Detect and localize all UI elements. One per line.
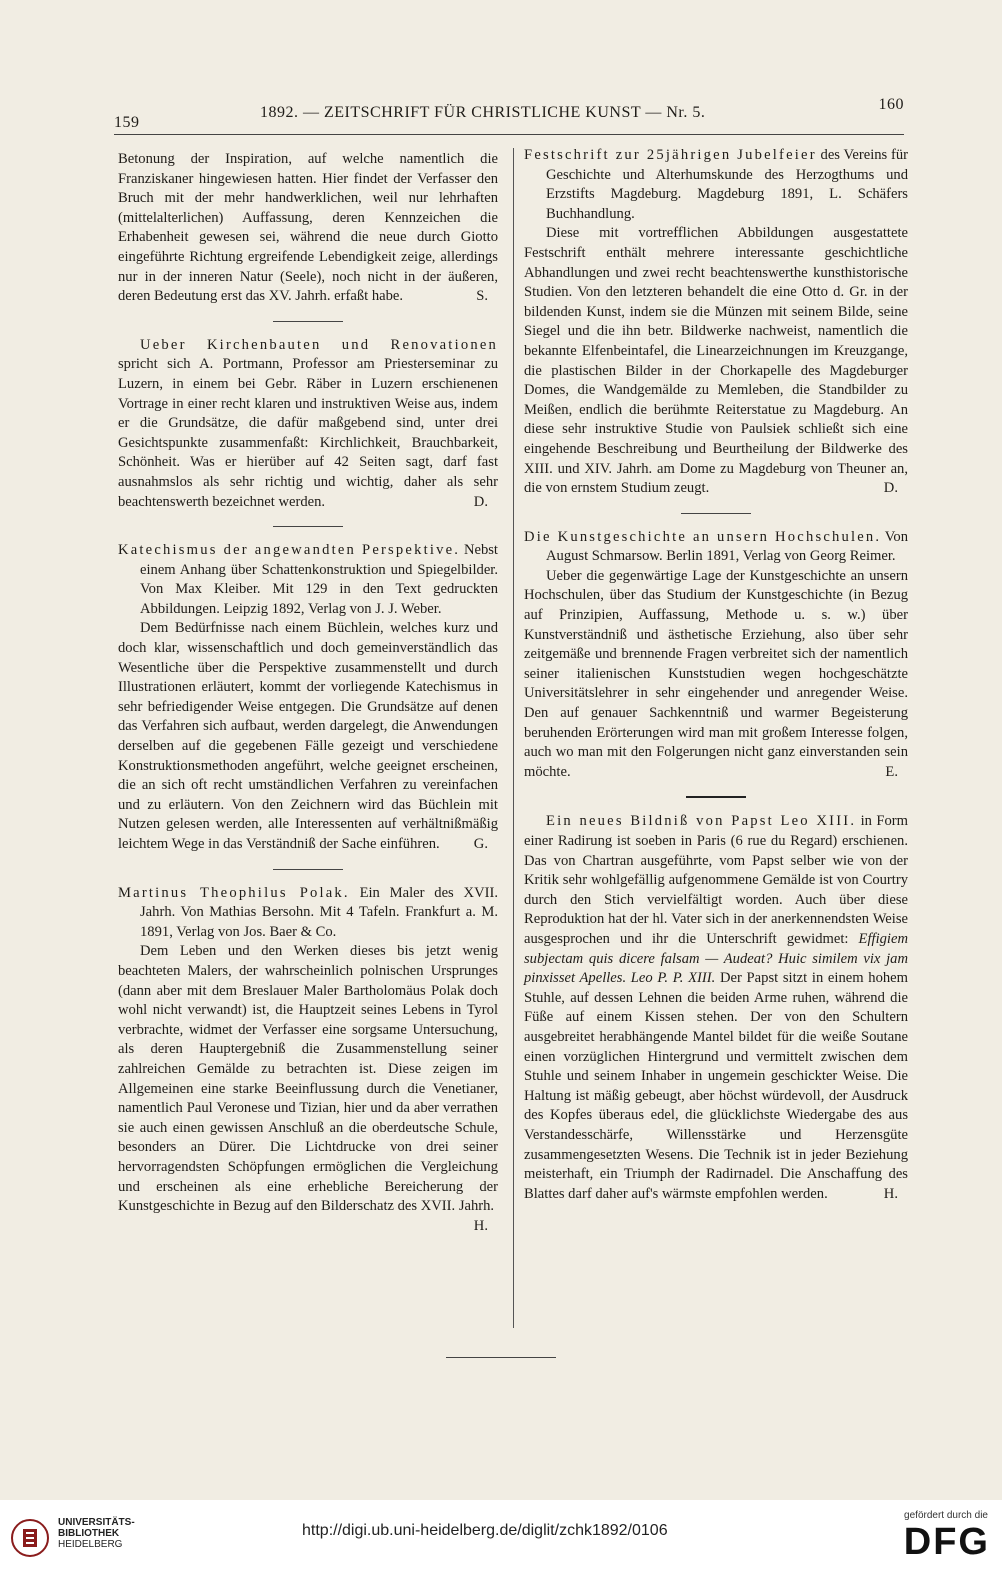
section-separator [273, 321, 343, 322]
article-signature: S. [476, 288, 488, 305]
article-title: Katechismus der angewandten Perspektive. [118, 542, 461, 559]
latin-inscription: Effigiem subjectam quis dicere falsam — Audeat? Huic similem vix jam pinxisset Apelles. Leo P. P. XIII. [524, 930, 908, 987]
article-subtitle: Ein Maler des XVII. Jahrh. Von Mathias Bersohn. Mit 4 Tafeln. Frankfurt a. M. 1891, Verlag von Jos. Baer & Co. [140, 884, 498, 940]
page-number-right: 160 [878, 96, 904, 113]
permalink-url[interactable]: http://digi.ub.uni-heidelberg.de/diglit/zchk1892/0106 [302, 1522, 668, 1539]
article-subtitle: Von August Schmarsow. Berlin 1891, Verlag von Georg Reimer. [546, 528, 908, 565]
article-katechismus [118, 541, 498, 855]
journal-title: 1892. — ZEITSCHRIFT FÜR CHRISTLICHE KUNST — Nr. 5. [260, 104, 706, 121]
article-title: Ueber Kirchenbauten und Renovationen [140, 336, 498, 353]
article-subtitle: des Vereins für Geschichte und Alterhumskunde des Herzogthums und Erzstifts Magdeburg. Magdeburg 1891, L. Schäfers Buchhandlung. [546, 147, 908, 222]
article-title: Ein neues Bildniß von Papst Leo XIII. [546, 813, 857, 830]
article-kunstgeschichte [524, 528, 908, 783]
article-bildniss-leo [524, 812, 908, 1204]
article-body: Diese mit vortrefflichen Abbildungen ausgestattete Festschrift enthält mehrere interessante geschichtliche Abhandlungen und zwei recht beachtenswerthe kunsthistorische Studien. Von den letzteren behandelt die eine Otto d. Gr. in der bildenden Kunst, indem sie die Münzen mit seinem Bilde, seine Siegel und die ihn betr. Bildwerke nachweist, namentlich die bekannte Elfenbeintafel, die Linearzeichnungen im Kreuzgange, die plastischen Bilder in der Chorkapelle des Magdeburger Domes, die Wandgemälde zu Memleben, die Standbilder zu Meißen, endlich die berühmte Reiterstatue zu Magdeburg. An diese sehr instruktive Studie von Paulsiek schließt sich eine eingehende Beschreibung und Beurtheilung der Bildwerke des XIII. und XIV. Jahrh. am Dome zu Magdeburg von Theuner an, die von ernstem Studium zeugt. [524, 225, 908, 497]
article-body: Der Papst sitzt in einem hohem Stuhle, auf dessen Lehnen die beiden Arme ruhen, während die Füße auf einem Kissen stehen. Der von den Schultern ausgebreitet herabhängende Mantel bildet für die weiße Soutane einen vorzüglichen Hintergrund und vermittelt zwischen dem Stuhle und seinem Inhaber in ungemein geschickter Weise. Die Haltung ist mäßig gebeugt, aber höchst würdevoll, der Ausdruck des Kopfes überaus edel, die glücklichste Wiedergabe des aus Verstandesschärfe, Willensstärke und Herzensgüte zusammengesetzten Wesens. Die Technik ist in jeder Beziehung meisterhaft, ein Triumph der Radirnadel. Die Anschaffung des Blattes darf daher auf's wärmste empfohlen werden. [524, 970, 908, 1202]
left-column [118, 150, 498, 1236]
column-divider [513, 148, 514, 1328]
page-header [114, 96, 904, 131]
article-kirchenbauten [118, 336, 498, 512]
article-title: Die Kunstgeschichte an unsern Hochschulen. [524, 528, 882, 545]
article-body: spricht sich A. Portmann, Professor am Priesterseminar zu Luzern, in einem bei Gebr. Räber in Luzern erschienenen Vortrage in einer recht klaren und instruktiven Weise aus, indem er die Grundsätze, die dafür maßgebend sind, unter drei Gesichtspunkte zusammenfaßt: Kirchlichkeit, Brauchbarkeit, Schönheit. Was er hierüber auf 42 Seiten sagt, darf fast ausnahmslos als sehr richtig und wichtig, daher als sehr beachtenswerth bezeichnet werden. [118, 356, 498, 510]
section-separator [686, 796, 746, 798]
article-body: Dem Bedürfnisse nach einem Büchlein, welches kurz und doch klar, wissenschaftlich und doch gemeinverständlich das Wesentliche über die Perspektive zusammenstellt und durch Illustrationen erläutert, kommt der vorliegende Katechismus in sehr befriedigender Weise entgegen. Die Grundsätze auf denen das Verfahren sich aufbaut, werden dargelegt, die Anwendungen derselben auf die gegebenen Fälle gezeigt und verschiedene Konstruktionsmethoden angeführt, welche geeignet erscheinen, die an sich oft recht umständlichen Verfahren zu vereinfachen und zu erläutern. Von den Zeichnern wird das Büchlein mit Nutzen gelesen werden, alle Interessenten auf verhältnißmäßig leichtem Wege in das Verständniß der Sache einführen. [118, 620, 498, 852]
article-signature: D. [883, 480, 898, 497]
page-end-rule [446, 1357, 556, 1358]
article-continuation [118, 150, 498, 307]
library-name [58, 1517, 135, 1550]
article-polak [118, 884, 498, 1234]
funded-by-label: gefördert durch die [904, 1510, 988, 1521]
dfg-logo: DFG [903, 1521, 990, 1563]
section-separator [273, 869, 343, 870]
article-signature: E. [885, 763, 898, 780]
article-subtitle: Nebst einem Anhang über Schattenkonstruktion und Spiegelbilder. Von Max Kleiber. Mit 129 in den Text gedruckten Abbildungen. Leipzig 1892, Verlag von J. J. Weber. [140, 542, 498, 617]
article-signature: G. [473, 836, 488, 852]
article-body: Dem Leben und den Werken dieses bis jetzt wenig beachteten Malers, der wahrscheinlich polnischen Ursprunges (dann aber mit dem Breslauer Maler Bartholomäus Polak doch wohl nicht verwandt) ist, die Hauptzeit seines Lebens in Tyrol verbrachte, widmet der Verfasser eine sorgsame Untersuchung, als deren Hauptergebniß die Zusammenstellung seiner zahlreichen Gemälde zu betrachten ist. Diese zeigen im Allgemeinen eine starke Beeinflussung durch die Venetianer, namentlich Paul Veronese und Tizian, hier und da aber verrathen sie auch einen gewissen Anschluß an die oberdeutsche Schule, besonders an Dürer. Die Lichtdrucke von drei seiner hervorragendsten Schöpfungen ermöglichen die Vergleichung und erscheinen als eine erhebliche Bereicherung der Kunstgeschichte in Bezug auf den Bilderschatz des XVII. Jahrh. [118, 943, 498, 1215]
section-separator [681, 513, 751, 514]
page-number-left: 159 [114, 114, 140, 131]
article-body: in Form einer Radirung ist soeben in Paris (6 rue du Regard) erschienen. Das von Chartran ausgeführte, vom Papst selber wie von der Kritik sehr wohlgefällig aufgenommene Gemälde ist von Courtry durch den Stich vervielfältigt worden. Auch über diese Reproduktion hat der hl. Vater sich in der anerkennendsten Weise ausgesprochen und ihr die Unterschrift gewidmet: [524, 813, 909, 947]
article-body: Ueber die gegenwärtige Lage der Kunstgeschichte an unsern Hochschulen, über das Studium der Kunstgeschichte (in Bezug auf Prinzipien, Auffassung, Methode u. s. w.) über Kunstverständniß und ästhetische Erziehung, also über sehr zeitgemäße und brennende Fragen verbreitet sich der namentlich seiner italienischen Kunststudien wegen hochgeschätzte Universitätslehrer in sehr eingehender und anregender Weise. Den auf genauer Sachkenntniß und warmer Begeisterung beruhenden Erörterungen wird man mit großem Interesse folgen, auch wo man mit den Folgerungen nicht ganz einverstanden sein möchte. [524, 567, 908, 780]
article-signature: H. [473, 1217, 488, 1234]
library-name-line: HEIDELBERG [58, 1539, 123, 1550]
article-body: Betonung der Inspiration, auf welche namentlich die Franziskaner hingewiesen hatten. Hier findet der Verfasser den Bruch mit der mehr handwerklichen, weil nur lehrhaften (mittelalterlichen) Auffassung, deren Kennzeichen die Erhabenheit gewesen sei, während die neue durch Giotto eingeführte Richtung ergreifende Lebendigkeit zeige, allerdings nur in der inneren Natur (Seele), noch nicht in der äußeren, deren Bedeutung erst das XV. Jahrh. erfaßt habe. [118, 151, 498, 305]
article-signature: H. [883, 1185, 898, 1202]
university-seal-icon [10, 1518, 50, 1558]
library-name-line: BIBLIOTHEK [58, 1528, 120, 1539]
article-title: Martinus Theophilus Polak. [118, 884, 350, 901]
section-separator [273, 526, 343, 527]
library-name-line: UNIVERSITÄTS- [58, 1517, 135, 1528]
article-festschrift [524, 146, 908, 499]
article-title: Festschrift zur 25jährigen Jubelfeier [524, 147, 817, 163]
article-signature: D. [473, 493, 488, 510]
right-column [524, 146, 908, 1204]
header-rule [114, 134, 904, 135]
digitization-footer [0, 1500, 1002, 1572]
